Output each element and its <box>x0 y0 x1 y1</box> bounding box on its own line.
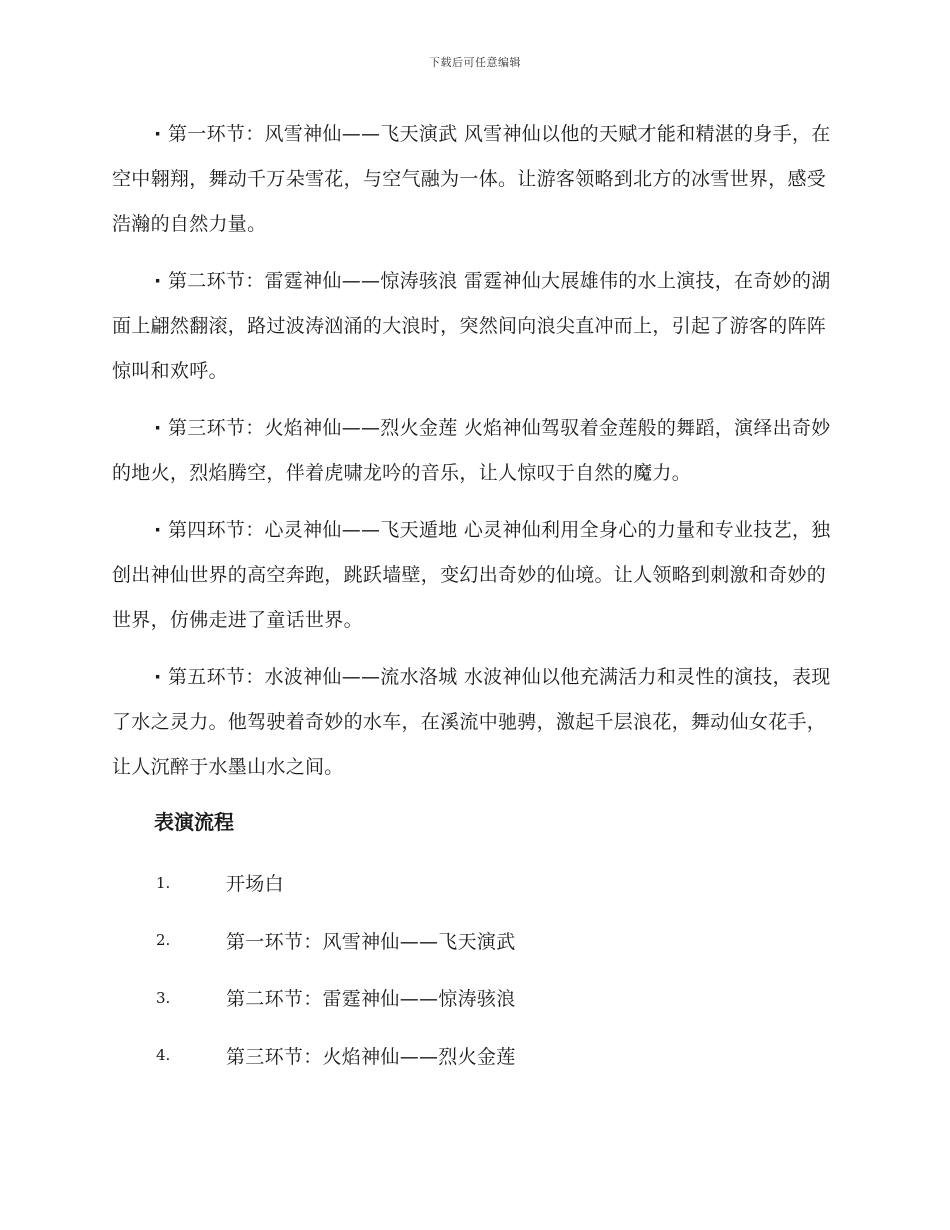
bullet-marker: · <box>154 519 162 541</box>
paragraph-segment-2 <box>112 259 842 394</box>
list-item-text: 第二环节：雷霆神仙——惊涛骇浪 <box>226 988 516 1011</box>
bullet-marker: · <box>154 270 162 292</box>
performance-steps-list <box>112 854 842 1084</box>
list-item <box>112 1027 842 1085</box>
list-item <box>112 969 842 1027</box>
paragraph-text: 第一环节：风雪神仙——飞天演武 风雪神仙以他的天赋才能和精湛的身手，在空中翱翔，舞动千万朵雪花，与空气融为一体。让游客领略到北方的冰雪世界，感受浩瀚的自然力量。 <box>112 123 831 235</box>
bullet-marker: · <box>154 417 162 439</box>
paragraph-segment-5 <box>112 655 842 790</box>
paragraph-segment-1 <box>112 112 842 247</box>
list-item-text: 开场白 <box>226 873 284 896</box>
list-item-number: 4. <box>156 1046 171 1065</box>
bullet-marker: · <box>154 123 162 145</box>
list-item <box>112 854 842 912</box>
paragraph-text: 第二环节：雷霆神仙——惊涛骇浪 雷霆神仙大展雄伟的水上演技，在奇妙的湖面上翩然翻滚，路过波涛汹涌的大浪时，突然间向浪尖直冲而上，引起了游客的阵阵惊叫和欢呼。 <box>112 270 831 382</box>
paragraph-segment-4 <box>112 508 842 643</box>
list-item <box>112 912 842 970</box>
paragraph-text: 第三环节：火焰神仙——烈火金莲 火焰神仙驾驭着金莲般的舞蹈，演绎出奇妙的地火，烈焰腾空，伴着虎啸龙吟的音乐，让人惊叹于自然的魔力。 <box>112 417 831 484</box>
list-item-number: 1. <box>156 873 171 892</box>
list-item-text: 第三环节：火焰神仙——烈火金莲 <box>226 1045 516 1068</box>
paragraph-segment-3 <box>112 406 842 496</box>
paragraph-text: 第五环节：水波神仙——流水洛城 水波神仙以他充满活力和灵性的演技，表现了水之灵力。他驾驶着奇妙的水车，在溪流中驰骋，激起千层浪花，舞动仙女花手，让人沉醉于水墨山水之间。 <box>112 666 831 778</box>
document-body <box>112 112 842 1084</box>
list-item-text: 第一环节：风雪神仙——飞天演武 <box>226 930 516 953</box>
list-item-number: 2. <box>156 931 171 950</box>
list-item-number: 3. <box>156 988 171 1007</box>
bullet-marker: · <box>154 666 162 688</box>
page-header-note: 下载后可任意编辑 <box>429 56 521 69</box>
paragraph-text: 第四环节：心灵神仙——飞天遁地 心灵神仙利用全身心的力量和专业技艺，独创出神仙世界的高空奔跑，跳跃墙壁，变幻出奇妙的仙境。让人领略到刺激和奇妙的世界，仿佛走进了童话世界。 <box>112 519 831 631</box>
section-heading: 表演流程 <box>154 810 234 834</box>
